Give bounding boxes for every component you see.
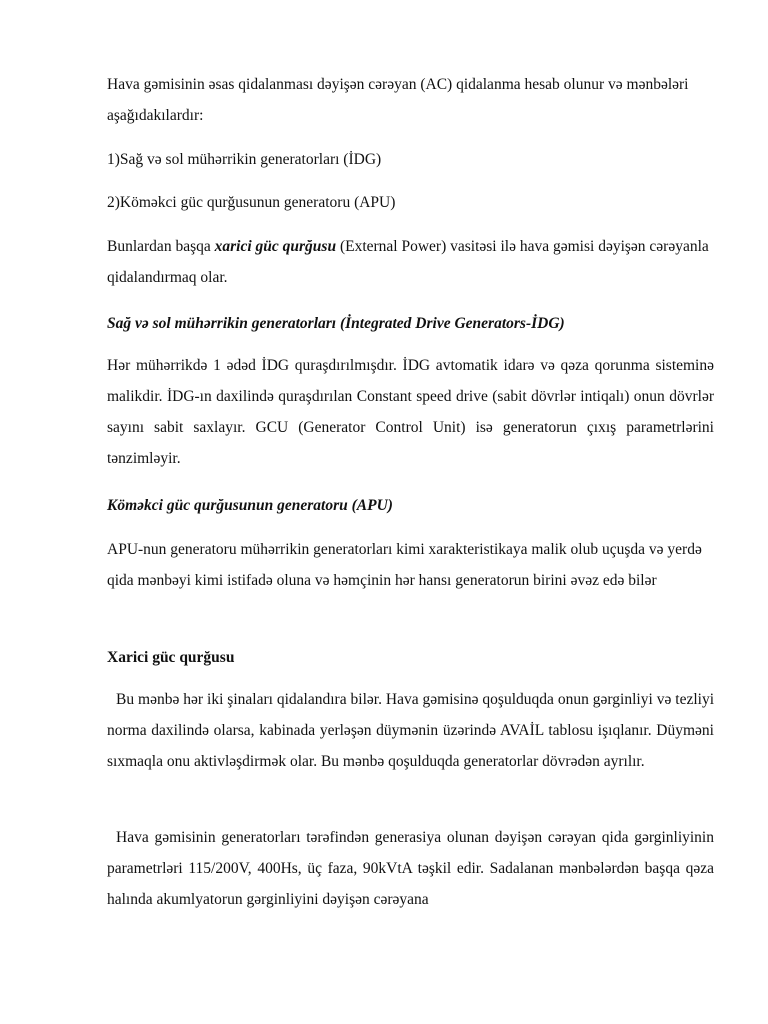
- generator-parameters-paragraph: Hava gəmisinin generatorları tərəfindən generasiya olunan dəyişən cərəyan qida gərginliyinin parametrləri 115/200V, 400Hs, üç faza, 90kVtA təşkil edir. Sadalanan mənbələrdən başqa qəza halında akumlyatorun gərginliyini dəyişən cərəyana: [107, 829, 714, 908]
- external-power-description: Bu mənbə hər iki şinaları qidalandıra bilər. Hava gəmisinə qoşulduqda onun gərginliyi və tezliyi norma daxilində olarsa, kabinada yerləşən düymənin üzərində AVAİL tablosu işıqlanır. Düyməni sıxmaqla onu aktivləşdirmək olar. Bu mənbə qoşulduqda generatorlar dövrədən ayrılır.: [107, 691, 714, 770]
- external-power-text-after: (External Power) vasitəsi ilə hava gəmisi dəyişən cərəyanla qidalandırmaq olar.: [107, 238, 709, 286]
- external-power-paragraph: [107, 231, 714, 293]
- idg-paragraph: Hər mühərrikdə 1 ədəd İDG quraşdırılmışdır. İDG avtomatik idarə və qəza qorunma sisteminə malikdir. İDG-ın daxilində quraşdırılan Constant speed drive (sabit dövrlər intiqalı) onun dövrlər sayını sabit saxlayır. GCU (Generator Control Unit) isə generatorun çıxış parametrlərini tənzimləyir.: [107, 357, 714, 467]
- heading-apu: Köməkci güc qurğusunun generatoru (APU): [107, 497, 393, 514]
- external-power-term: xarici güc qurğusu: [214, 238, 337, 255]
- external-power-text-before: Bunlardan başqa: [107, 238, 215, 255]
- list-item-apu: 2)Köməkci güc qurğusunun generatoru (APU): [107, 194, 396, 211]
- list-item-idg: 1)Sağ və sol mühərrikin generatorları (İDG): [107, 151, 382, 168]
- heading-external-power: Xarici güc qurğusu: [107, 649, 235, 666]
- heading-idg: Sağ və sol mühərrikin generatorları (İntegrated Drive Generators-İDG): [107, 315, 565, 332]
- intro-paragraph: Hava gəmisinin əsas qidalanması dəyişən cərəyan (AC) qidalanma hesab olunur və mənbələri aşağıdakılardır:: [107, 76, 689, 124]
- apu-paragraph: APU-nun generatoru mühərrikin generatorları kimi xarakteristikaya malik olub uçuşda və yerdə qida mənbəyi kimi istifadə oluna və həmçinin hər hansı generatorun birini əvəz edə bilər: [107, 541, 702, 589]
